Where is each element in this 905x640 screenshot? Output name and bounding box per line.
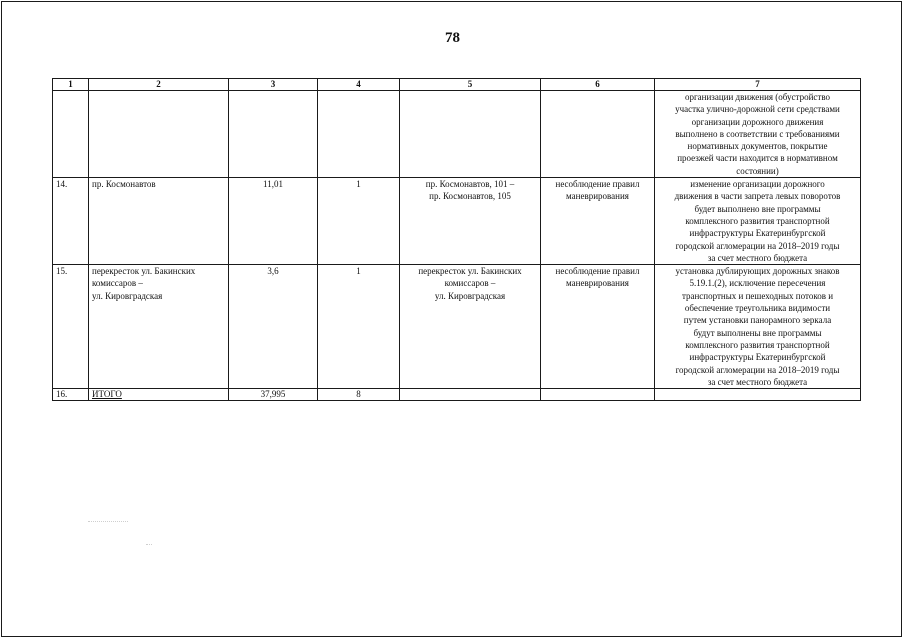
cause-cell	[541, 389, 655, 401]
page-number: 78	[445, 30, 460, 46]
location-cell: пр. Космонавтов	[89, 178, 229, 265]
scan-artifact	[146, 544, 152, 545]
column-header: 3	[229, 79, 318, 91]
value-cell: 11,01	[229, 178, 318, 265]
count-cell	[318, 91, 400, 178]
address-cell	[400, 389, 541, 401]
location-cell	[89, 91, 229, 178]
value-cell: 37,995	[229, 389, 318, 401]
column-header: 2	[89, 79, 229, 91]
measures-cell: изменение организации дорожного движения в части запрета левых поворотов будет выполнено вне программы комплексного развития транспортной инфраструктуры Екатеринбургской городской агломерации на 2018–2019 годы за счет местного бюджета	[655, 178, 861, 265]
data-table	[52, 78, 861, 401]
count-cell: 8	[318, 389, 400, 401]
row-number-cell: 14.	[53, 178, 89, 265]
row-number-cell	[53, 91, 89, 178]
table-row-total	[53, 389, 861, 401]
address-cell: перекресток ул. Бакинских комиссаров – ул. Кировградская	[400, 265, 541, 389]
cause-cell	[541, 91, 655, 178]
cause-cell: несоблюдение правил маневрирования	[541, 265, 655, 389]
scan-artifact	[88, 521, 128, 522]
count-cell: 1	[318, 265, 400, 389]
cause-cell: несоблюдение правил маневрирования	[541, 178, 655, 265]
column-header: 1	[53, 79, 89, 91]
table-row	[53, 91, 861, 178]
value-cell	[229, 91, 318, 178]
column-header: 4	[318, 79, 400, 91]
column-header: 6	[541, 79, 655, 91]
column-header: 5	[400, 79, 541, 91]
measures-cell: установка дублирующих дорожных знаков 5.19.1.(2), исключение пересечения транспортных и пешеходных потоков и обеспечение треугольника видимости путем установки панорамного зеркала будут выполнены вне программы комплексного развития транспортной инфраструктуры Екатеринбургской городской агломерации на 2018–2019 годы за счет местного бюджета	[655, 265, 861, 389]
location-cell: перекресток ул. Бакинских комиссаров – ул. Кировградская	[89, 265, 229, 389]
row-number-cell: 15.	[53, 265, 89, 389]
row-number-cell: 16.	[53, 389, 89, 401]
address-cell	[400, 91, 541, 178]
total-label-cell: ИТОГО	[89, 389, 229, 401]
measures-cell: организации движения (обустройство участка улично-дорожной сети средствами организации дорожного движения выполнено в соответствии с требованиями нормативных документов, покрытие проезжей части находится в нормативном состоянии)	[655, 91, 861, 178]
column-header: 7	[655, 79, 861, 91]
value-cell: 3,6	[229, 265, 318, 389]
count-cell: 1	[318, 178, 400, 265]
table-header-row	[53, 79, 861, 91]
table-row	[53, 178, 861, 265]
measures-cell	[655, 389, 861, 401]
table-row	[53, 265, 861, 389]
address-cell: пр. Космонавтов, 101 – пр. Космонавтов, 105	[400, 178, 541, 265]
